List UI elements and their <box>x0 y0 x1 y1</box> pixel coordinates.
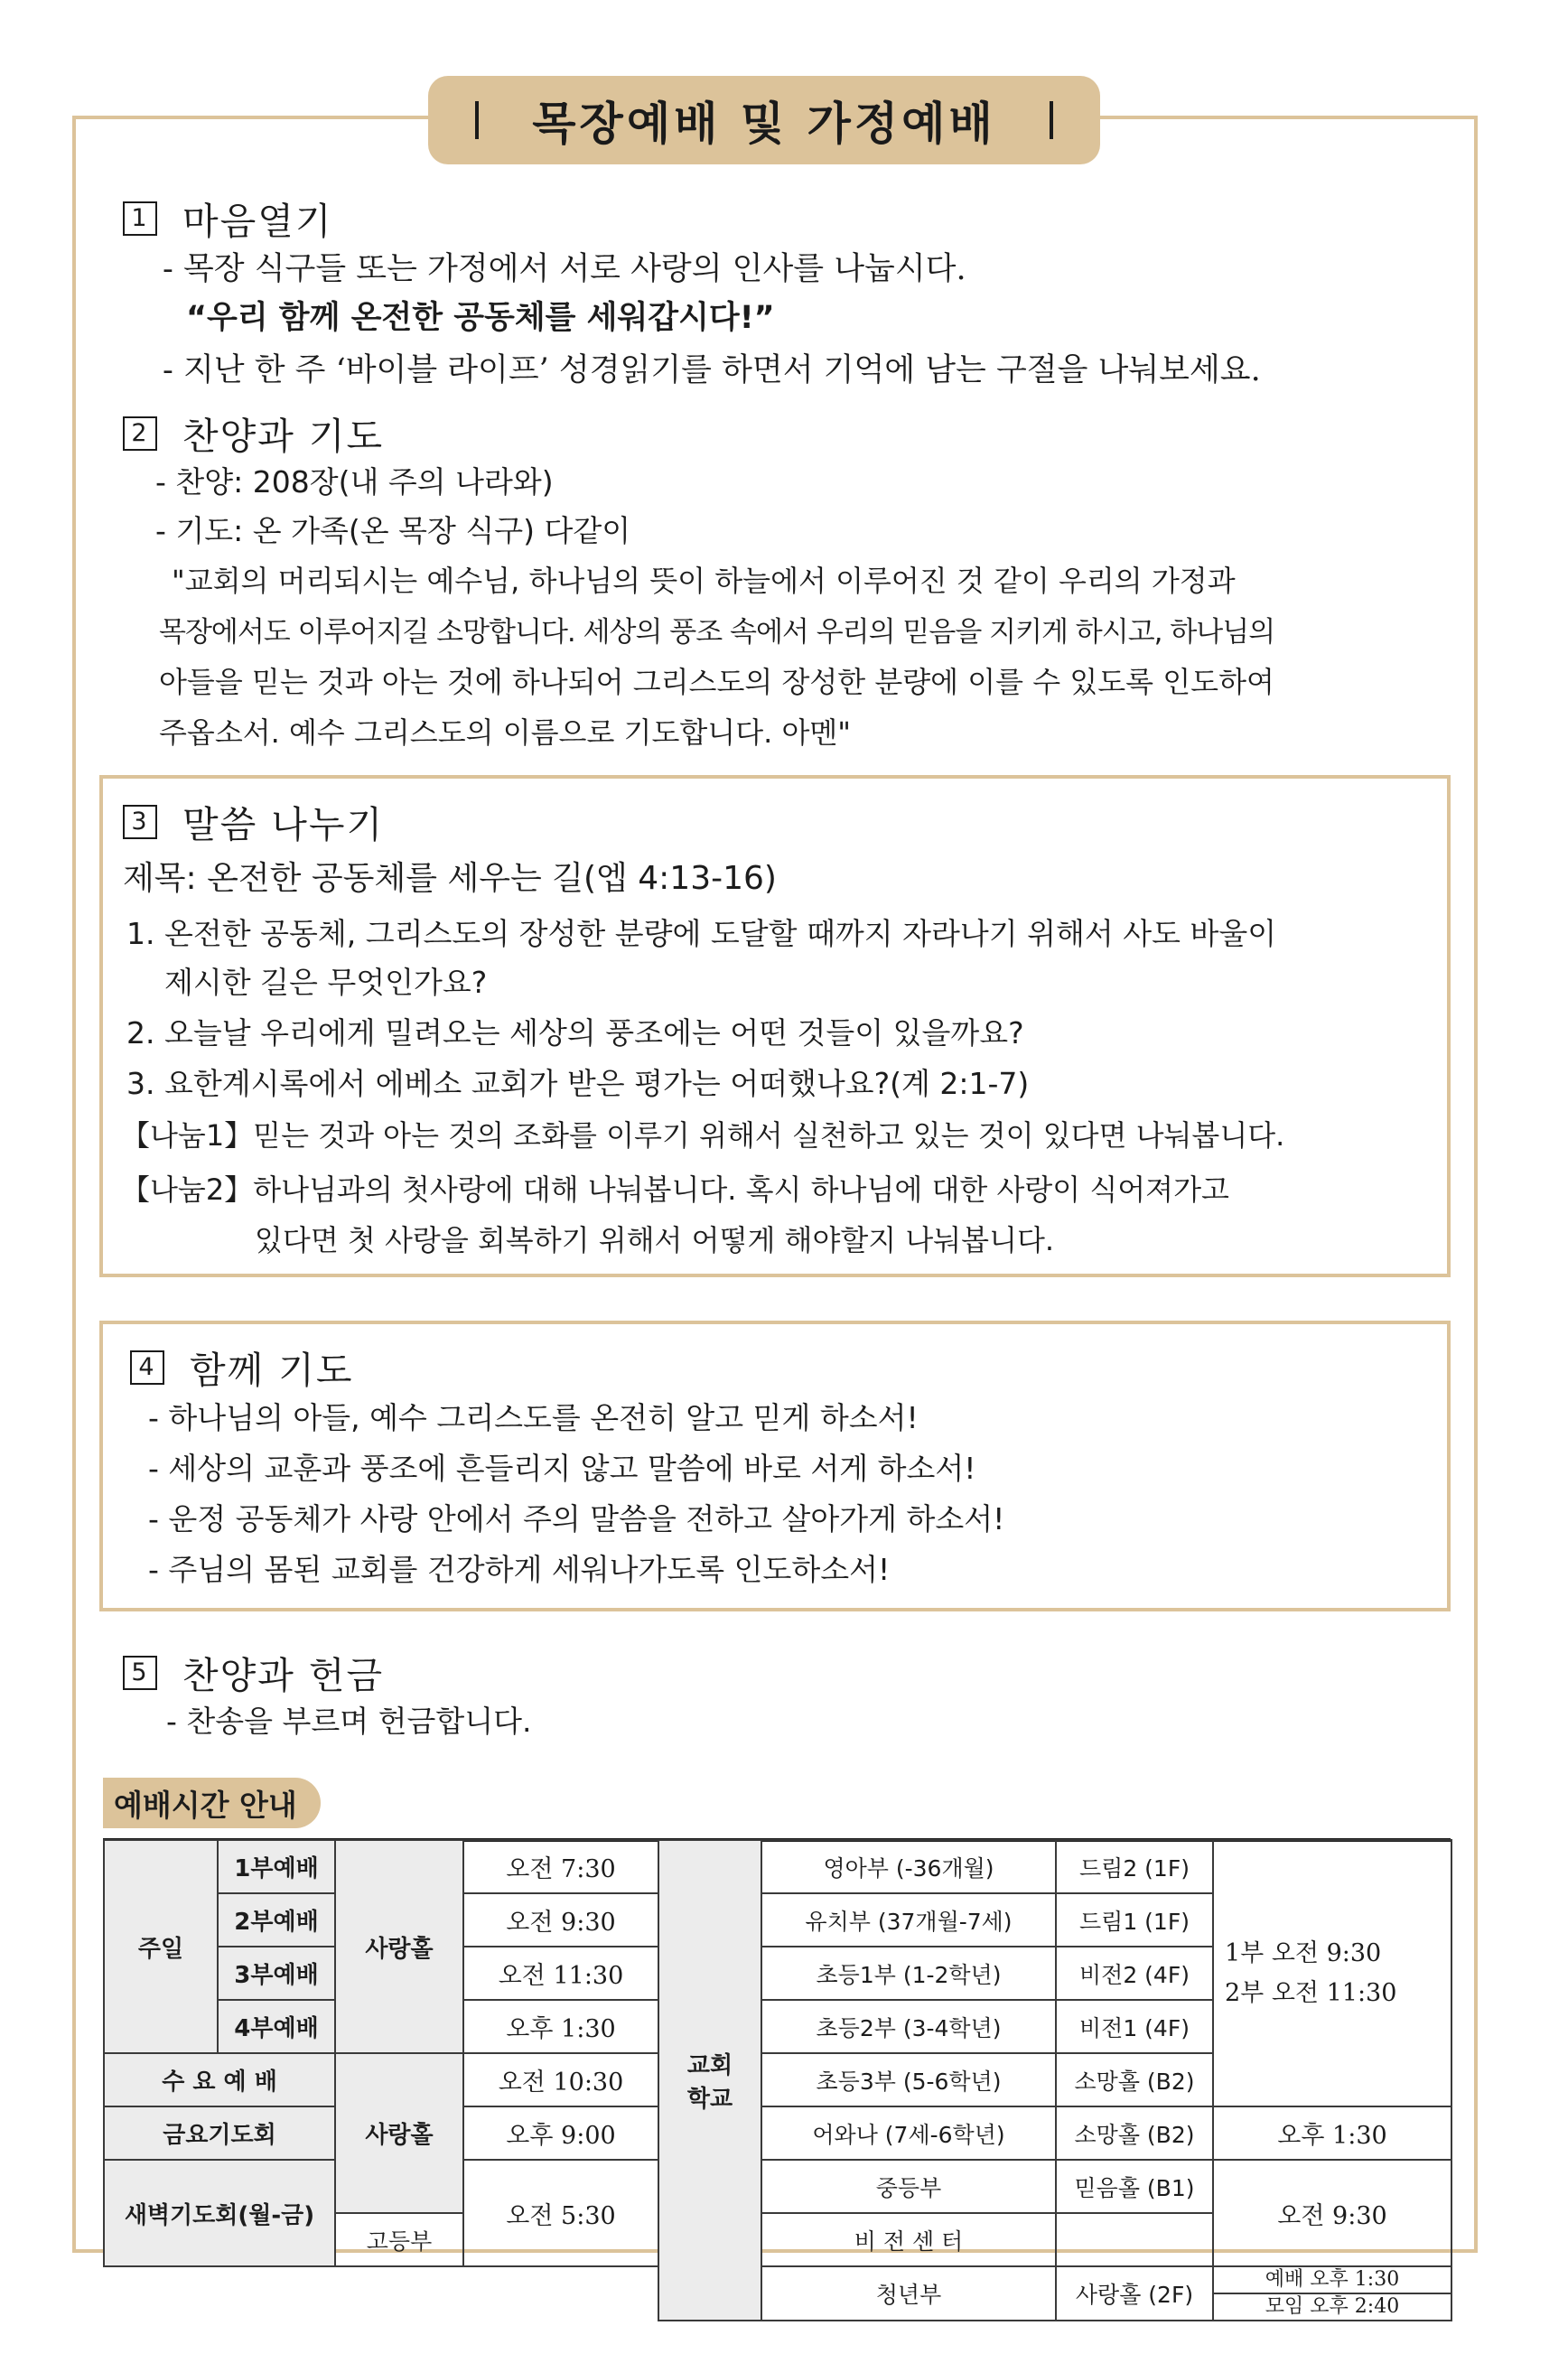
weekday-service-time: 오전 10:30 <box>463 2053 658 2106</box>
dept-room: 믿음홀 (B1) <box>1056 2160 1213 2213</box>
text-line: 목장에서도 이루어지길 소망합니다. 세상의 풍조 속에서 우리의 믿음을 지키게 하시고, 하나님의 <box>159 616 1275 649</box>
service-time: 오전 7:30 <box>463 1840 658 1893</box>
section-number: 5 <box>123 1656 157 1690</box>
dept-name: 초등1부 (1-2학년) <box>761 1947 1056 2000</box>
page-title-tab <box>428 76 1100 164</box>
section-title: 찬양과 헌금 <box>182 1654 385 1697</box>
dept-name: 중등부 <box>761 2160 1056 2213</box>
weekday-hall: 사랑홀 <box>335 2053 463 2213</box>
spacer <box>104 2266 658 2321</box>
section-5-heading <box>123 1646 384 1699</box>
service-name: 3부예배 <box>218 1947 335 2000</box>
dept-room: 비전2 (4F) <box>1056 1947 1213 2000</box>
young-adult-times <box>1213 2266 1451 2321</box>
service-name: 1부예배 <box>218 1840 335 1893</box>
question-1-cont: 제시한 길은 무엇인가요? <box>164 965 488 1000</box>
dept-room: 비 전 센 터 <box>761 2213 1056 2266</box>
service-time: 오후 1:30 <box>463 2000 658 2053</box>
dept-room: 드림1 (1F) <box>1056 1893 1213 1947</box>
dept-name: 고등부 <box>335 2213 463 2266</box>
sharing-1: 【나눔1】믿는 것과 아는 것의 조화를 이루기 위해서 실천하고 있는 것이 있다면 나눠봅니다. <box>121 1118 1285 1153</box>
sunday-hall: 사랑홀 <box>335 1840 463 2053</box>
text-line: "교회의 머리되시는 예수님, 하나님의 뜻이 하늘에서 이루어진 것 같이 우리의 가정과 <box>172 564 1236 598</box>
dept-name: 영아부 (-36개월) <box>761 1840 1056 1893</box>
dept-room: 소망홀 (B2) <box>1056 2106 1213 2160</box>
dept-room: 소망홀 (B2) <box>1056 2053 1213 2106</box>
section-4-heading <box>130 1340 353 1394</box>
text-line: - 찬송을 부르며 헌금합니다. <box>166 1704 532 1739</box>
dept-name: 초등3부 (5-6학년) <box>761 2053 1056 2106</box>
page-title: 목장예배 및 가정예배 <box>532 98 996 150</box>
dept-room: 드림2 (1F) <box>1056 1840 1213 1893</box>
dept-name: 유치부 (37개월-7세) <box>761 1893 1056 1947</box>
section-title: 찬양과 기도 <box>182 415 385 458</box>
prayer-item: - 세상의 교훈과 풍조에 흔들리지 않고 말씀에 바로 서게 하소서! <box>148 1451 976 1486</box>
prayer-item: - 주님의 몸된 교회를 건강하게 세워나가도록 인도하소서! <box>148 1552 891 1587</box>
prayer-item: - 하나님의 아들, 예수 그리스도를 온전히 알고 믿게 하소서! <box>148 1400 919 1435</box>
weekday-service-time: 오후 9:00 <box>463 2106 658 2160</box>
schedule-label <box>103 1778 321 1828</box>
question-1: 1. 온전한 공동체, 그리스도의 장성한 분량에 도달할 때까지 자라나기 위해서 사도 바울이 <box>126 916 1277 951</box>
dept-room: 사랑홀 (2F) <box>1056 2266 1213 2321</box>
weekday-service-name: 수 요 예 배 <box>104 2053 335 2106</box>
sermon-subject: 제목: 온전한 공동체를 세우는 길(엡 4:13-16) <box>123 860 777 897</box>
school-times-cell <box>1213 1840 1451 2106</box>
text-line: - 기도: 온 가족(온 목장 식구) 다같이 <box>155 513 631 548</box>
title-divider-right <box>1050 101 1053 139</box>
prayer-item: - 운정 공동체가 사랑 안에서 주의 말씀을 전하고 살아가게 하소서! <box>148 1501 1005 1536</box>
weekday-service-name: 새벽기도회(월-금) <box>104 2160 335 2266</box>
section-title: 함께 기도 <box>190 1349 354 1392</box>
section-number: 2 <box>123 416 157 451</box>
church-school-cell: 교회 학교 <box>658 1840 761 2321</box>
school-time-2: 2부 오전 11:30 <box>1225 1978 1397 2007</box>
dept-name: 어와나 (7세-6학년) <box>761 2106 1056 2160</box>
question-3: 3. 요한계시록에서 에베소 교회가 받은 평가는 어떠했나요?(계 2:1-7) <box>126 1066 1030 1101</box>
text-line: “우리 함께 온전한 공동체를 세워갑시다!” <box>186 300 775 336</box>
title-divider-left <box>475 101 479 139</box>
text-line: - 찬양: 208장(내 주의 나라와) <box>155 464 554 500</box>
section-3-heading <box>123 795 384 848</box>
service-name: 2부예배 <box>218 1893 335 1947</box>
question-2: 2. 오늘날 우리에게 밀려오는 세상의 풍조에는 어떤 것들이 있을까요? <box>126 1015 1024 1051</box>
schedule-table <box>103 1839 1452 2321</box>
awana-time: 오후 1:30 <box>1213 2106 1451 2160</box>
section-number: 4 <box>130 1350 164 1385</box>
text-line: 아들을 믿는 것과 아는 것에 하나되어 그리스도의 장성한 분량에 이를 수 있도록 인도하여 <box>159 665 1274 699</box>
school-time-1: 1부 오전 9:30 <box>1225 1938 1382 1967</box>
text-line: 주옵소서. 예수 그리스도의 이름으로 기도합니다. 아멘" <box>159 715 851 750</box>
dept-name: 청년부 <box>761 2266 1056 2321</box>
service-name: 4부예배 <box>218 2000 335 2053</box>
section-1-heading <box>123 191 332 245</box>
text-line: - 목장 식구들 또는 가정에서 서로 사랑의 인사를 나눕시다. <box>163 251 966 287</box>
sunday-cell: 주일 <box>104 1840 218 2053</box>
young-adult-time-2: 모임 오후 2:40 <box>1265 2295 1400 2318</box>
section-number: 1 <box>123 201 157 236</box>
schedule-label-text: 예배시간 안내 <box>114 1787 297 1823</box>
section-title: 말씀 나누기 <box>182 803 385 846</box>
dept-room: 비전1 (4F) <box>1056 2000 1213 2053</box>
dept-name: 초등2부 (3-4학년) <box>761 2000 1056 2053</box>
service-time: 오전 9:30 <box>463 1893 658 1947</box>
section-number: 3 <box>123 805 157 839</box>
section-title: 마음열기 <box>182 200 333 243</box>
sharing-2: 【나눔2】하나님과의 첫사랑에 대해 나눠봅니다. 혹시 하나님에 대한 사랑이 식어져가고 <box>121 1172 1229 1207</box>
text-line: - 지난 한 주 ‘바이블 라이프’ 성경읽기를 하면서 기억에 남는 구절을 나눠보세요. <box>163 352 1261 388</box>
weekday-service-time: 오전 5:30 <box>463 2160 658 2266</box>
young-adult-time-1: 예배 오후 1:30 <box>1214 2267 1451 2294</box>
youth-time: 오전 9:30 <box>1213 2160 1451 2266</box>
service-time: 오전 11:30 <box>463 1947 658 2000</box>
sharing-2-cont: 있다면 첫 사랑을 회복하기 위해서 어떻게 해야할지 나눠봅니다. <box>255 1223 1055 1257</box>
weekday-service-name: 금요기도회 <box>104 2106 335 2160</box>
section-2-heading <box>123 406 384 460</box>
